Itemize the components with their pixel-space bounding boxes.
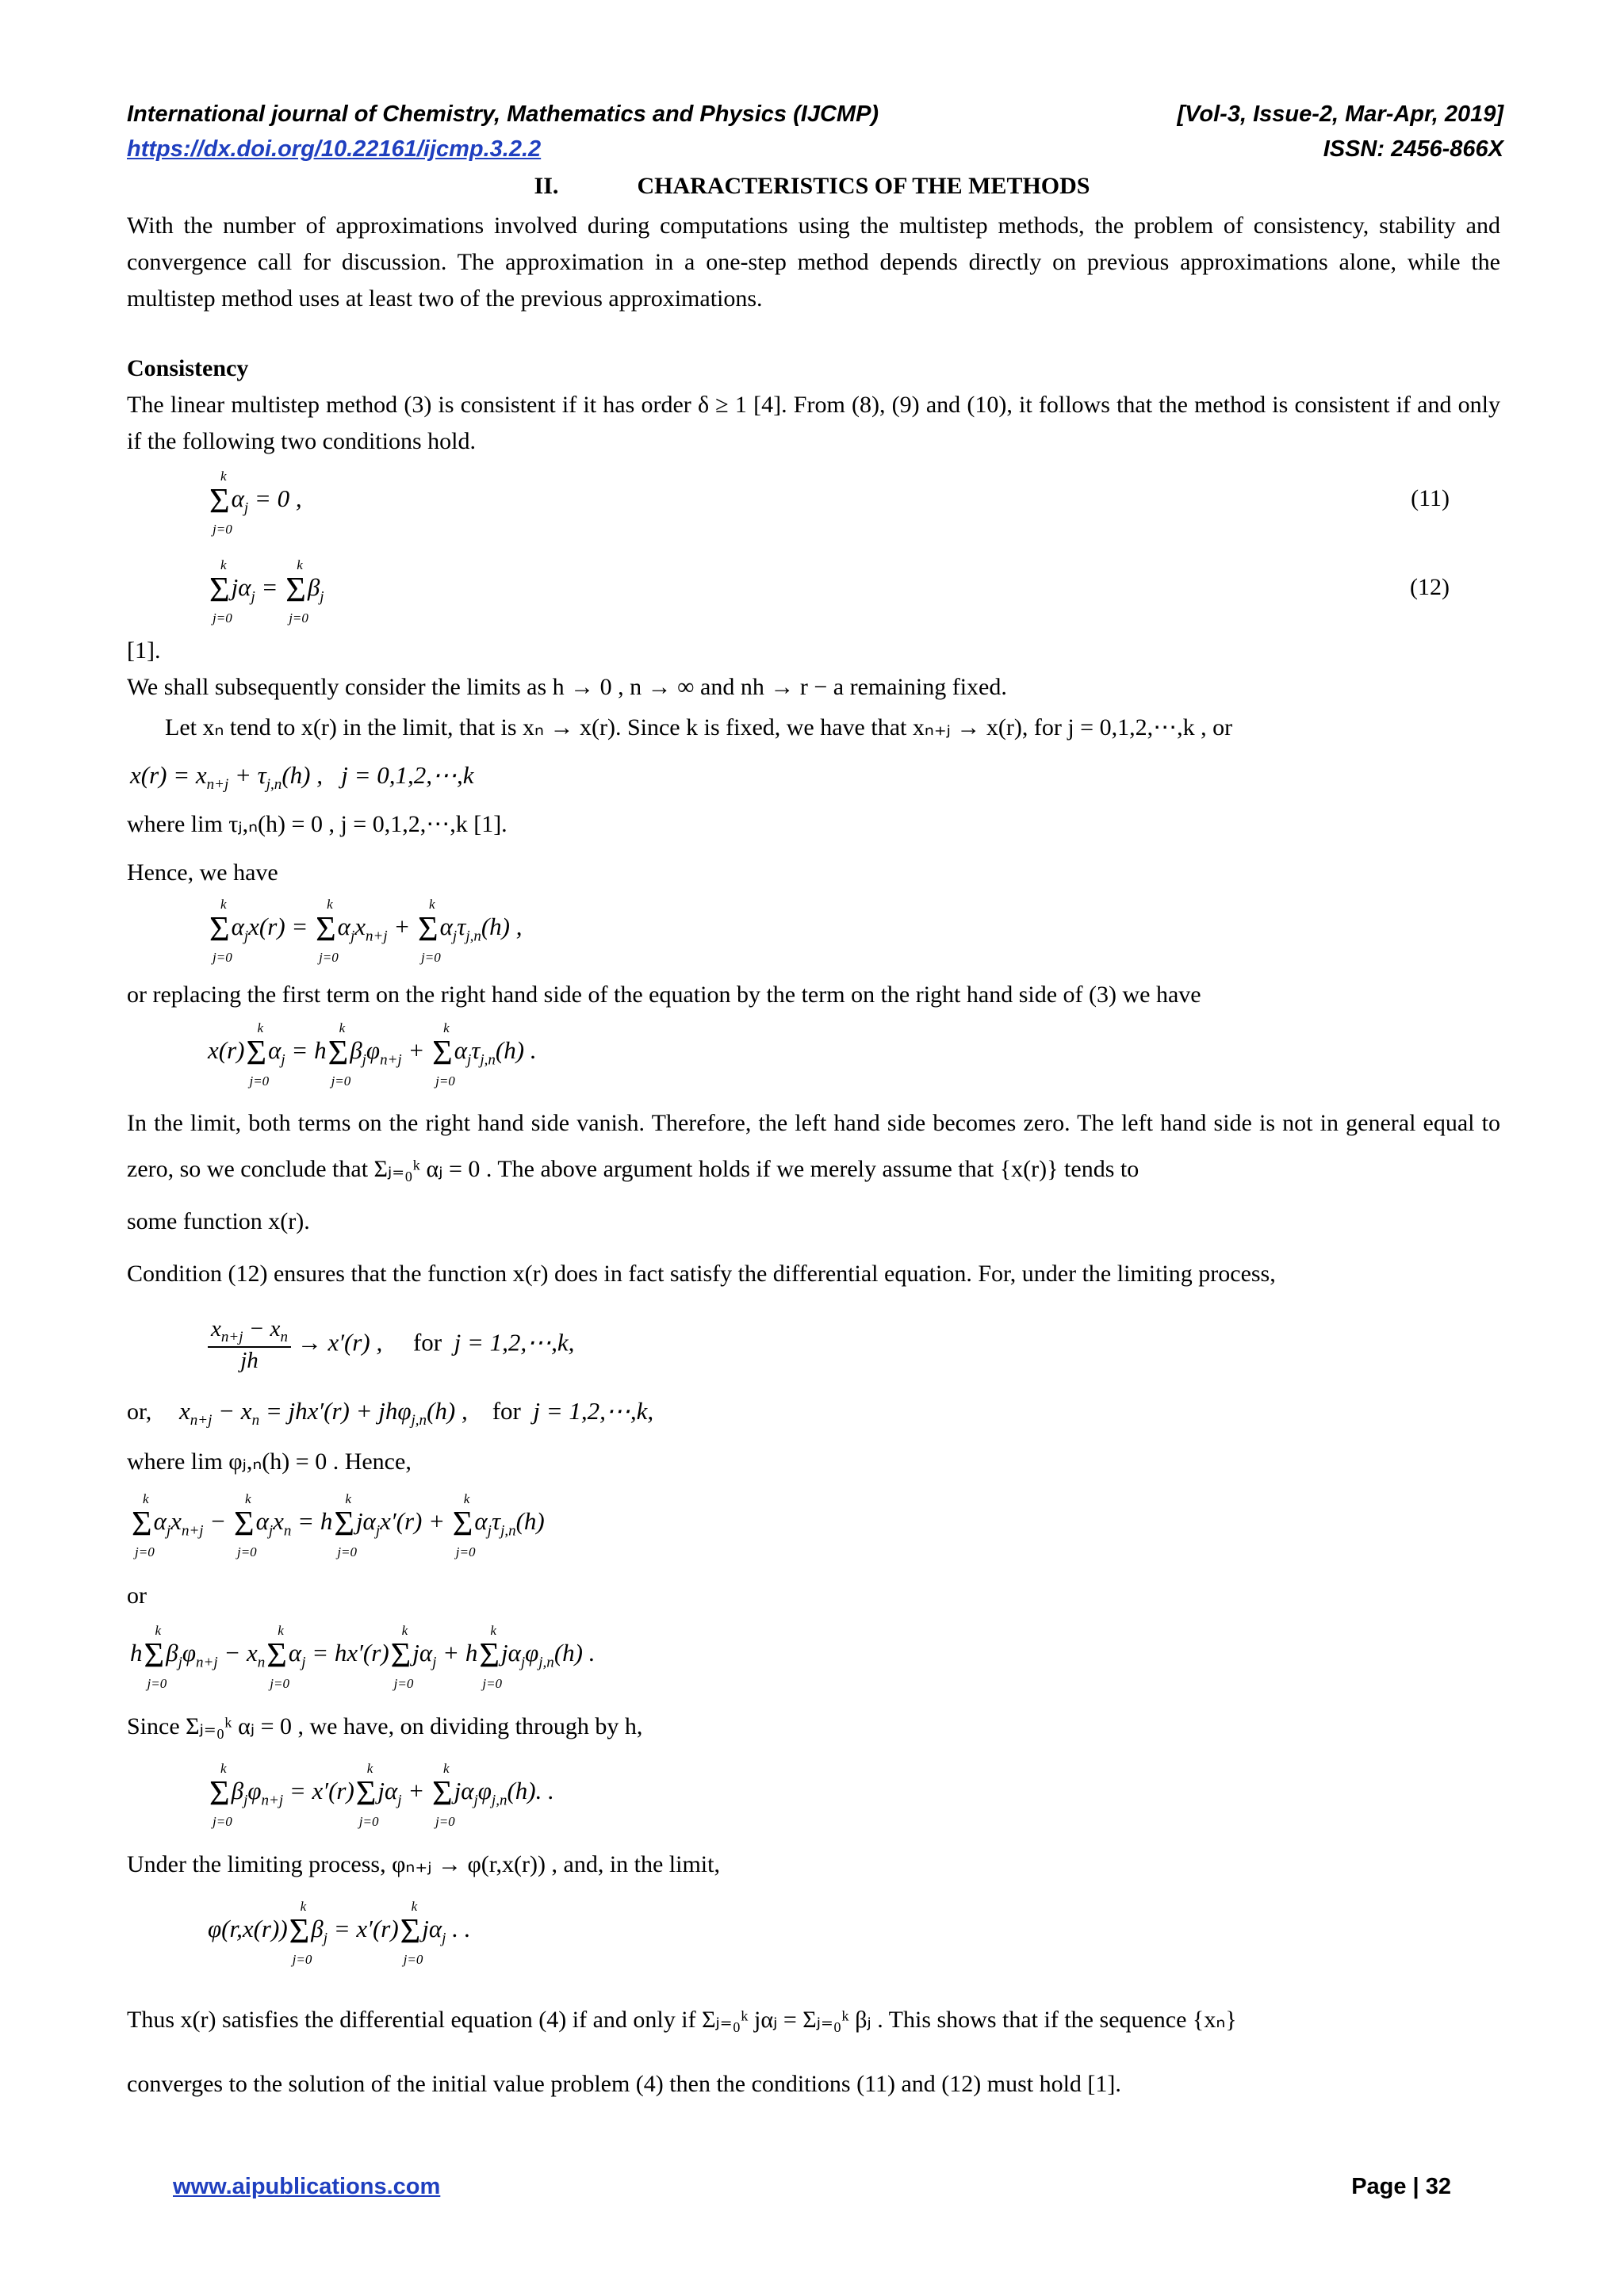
let-text: Let xₙ tend to x(r) in the limit, that is xₙ → x(r). Since k is fixed, we have that xₙ₊ⱼ → x(r), for j = 0,1,2,⋯,k , or bbox=[165, 714, 1233, 740]
equation-derivative: $\frac{x_{n+j} - x_n}{jh}$ → x′(r) , for j = 1,2,⋯,k, bbox=[208, 1316, 574, 1374]
converges-text: converges to the solution of the initial value problem (4) then the conditions (11) and (12) must hold [1]. bbox=[127, 2071, 1121, 2097]
under-text: Under the limiting process, φₙ₊ⱼ → φ(r,x(r)) , and, in the limit, bbox=[127, 1851, 720, 1877]
equation-12: Σ k j=0 $j\alpha_j = \Sigma$ k j=0 $\beta_j$ bbox=[209, 557, 324, 626]
or-label: or, bbox=[127, 1399, 152, 1425]
or2-label: or bbox=[127, 1582, 147, 1609]
where-lim2-text: where lim φⱼ,ₙ(h) = 0 . Hence, bbox=[127, 1448, 412, 1475]
condition-12-text: Condition (12) ensures that the function x(r) does in fact satisfy the differential equation. For, under the limiting process, bbox=[127, 1261, 1276, 1287]
volume-issue: [Vol-3, Issue-2, Mar-Apr, 2019] bbox=[1177, 101, 1503, 127]
equation-expanded: Σ k j=0 $\alpha_jx_{n+j} - \Sigma$ k j=0 $\alpha_jx_n = h\Sigma$ k j=0 $j\alpha_jx'(r) + \Sigma$ k j=0 $\alpha_j\tau_{j,n}(h)$ bbox=[132, 1491, 545, 1559]
consistency-paragraph: The linear multistep method (3) is consistent if it has order δ ≥ 1 [4]. From (8), (9) and (10), it follows that the method is consistent if and only if the following two conditions hold. bbox=[127, 392, 1500, 454]
page-number: Page | 32 bbox=[1351, 2174, 1451, 2199]
replacing-text: or replacing the first term on the right hand side of the equation by the term on the right hand side of (3) we have bbox=[127, 982, 1201, 1008]
where-lim-text: where lim τⱼ,ₙ(h) = 0 , j = 0,1,2,⋯,k [1]. bbox=[127, 811, 508, 837]
equation-difference: $x_{n+j} - x_n = jhx'(r) + jh\varphi_{j,n}(h)$ , for j = 1,2,⋯,k, bbox=[179, 1397, 654, 1429]
equation-divided: Σ k j=0 $\beta_j\varphi_{n+j} = x'(r)\Sigma$ k j=0 $j\alpha_j + \Sigma$ k j=0 $j\alpha_j\varphi_{j,n}(h)$. . bbox=[209, 1761, 554, 1829]
section-heading: CHARACTERISTICS OF THE METHODS bbox=[637, 173, 1090, 199]
since-text: Since Σⱼ₌₀ᵏ αⱼ = 0 , we have, on dividing through by h, bbox=[127, 1713, 643, 1739]
equation-replaced: x(r)Σ k j=0 $\alpha_j = h\Sigma$ k j=0 $\beta_j\varphi_{n+j} + \Sigma$ k j=0 $\alpha_j\tau_{j,n}(h)$ . bbox=[208, 1020, 537, 1089]
some-function-text: some function x(r). bbox=[127, 1208, 310, 1234]
limit-paragraph: In the limit, both terms on the right hand side vanish. Therefore, the left hand side becomes zero. The left hand side is not in general equal to zero, so we conclude that Σⱼ₌₀ᵏ αⱼ = 0 . The above argument holds if we merely assume that {x(r)} tends to bbox=[127, 1110, 1500, 1182]
reference-1: [1]. bbox=[127, 637, 161, 664]
equation-sum-x: Σ k j=0 $\alpha_jx(r) = \Sigma$ k j=0 $\alpha_jx_{n+j} + \Sigma$ k j=0 $\alpha_j\tau_{j,n}(h)$ , bbox=[209, 897, 523, 965]
equation-h: hΣ k j=0 $\beta_j\varphi_{n+j} - x_n\Sigma$ k j=0 $\alpha_j = hx'(r)\Sigma$ k j=0 $j\alpha_j + h\Sigma$ k j=0 $j\alpha_j\varphi_{j,n}(h)$ . bbox=[130, 1623, 596, 1691]
hence-text: Hence, we have bbox=[127, 859, 278, 886]
footer-website-link[interactable]: www.aipublications.com bbox=[173, 2174, 441, 2199]
equation-11: Σ k j=0 $\alpha_j = 0$ , bbox=[209, 469, 302, 537]
issn: ISSN: 2456-866X bbox=[1323, 136, 1503, 162]
intro-paragraph: With the number of approximations involved during computations using the multistep methods, the problem of consistency, stability and convergence call for discussion. The approximation in a one-step method depends directly on previous approximations alone, while the multistep method uses at least two of the previous approximations. bbox=[127, 212, 1500, 312]
equation-number-11: (11) bbox=[1411, 485, 1450, 511]
limits-text: We shall subsequently consider the limits as h → 0 , n → ∞ and nh → r − a remaining fixed. bbox=[127, 674, 1007, 700]
equation-number-12: (12) bbox=[1410, 574, 1450, 600]
consistency-heading: Consistency bbox=[127, 355, 249, 381]
journal-title: International journal of Chemistry, Mathematics and Physics (IJCMP) bbox=[127, 101, 879, 127]
section-title bbox=[0, 173, 1624, 200]
equation-xr: $x(r) = x_{n+j} + \tau_{j,n}(h)$ , j = 0,1,2,⋯,k bbox=[130, 761, 474, 794]
section-number: II. bbox=[534, 173, 559, 199]
equation-limit: φ(r,x(r))Σ k j=0 $\beta_j = x'(r)\Sigma$ k j=0 $j\alpha_j$ . . bbox=[208, 1899, 471, 1967]
thus-text: Thus x(r) satisfies the differential equation (4) if and only if Σⱼ₌₀ᵏ jαⱼ = Σⱼ₌₀ᵏ βⱼ . This shows that if the sequence {xₙ} bbox=[127, 2007, 1237, 2033]
doi-link[interactable]: https://dx.doi.org/10.22161/ijcmp.3.2.2 bbox=[127, 136, 542, 162]
